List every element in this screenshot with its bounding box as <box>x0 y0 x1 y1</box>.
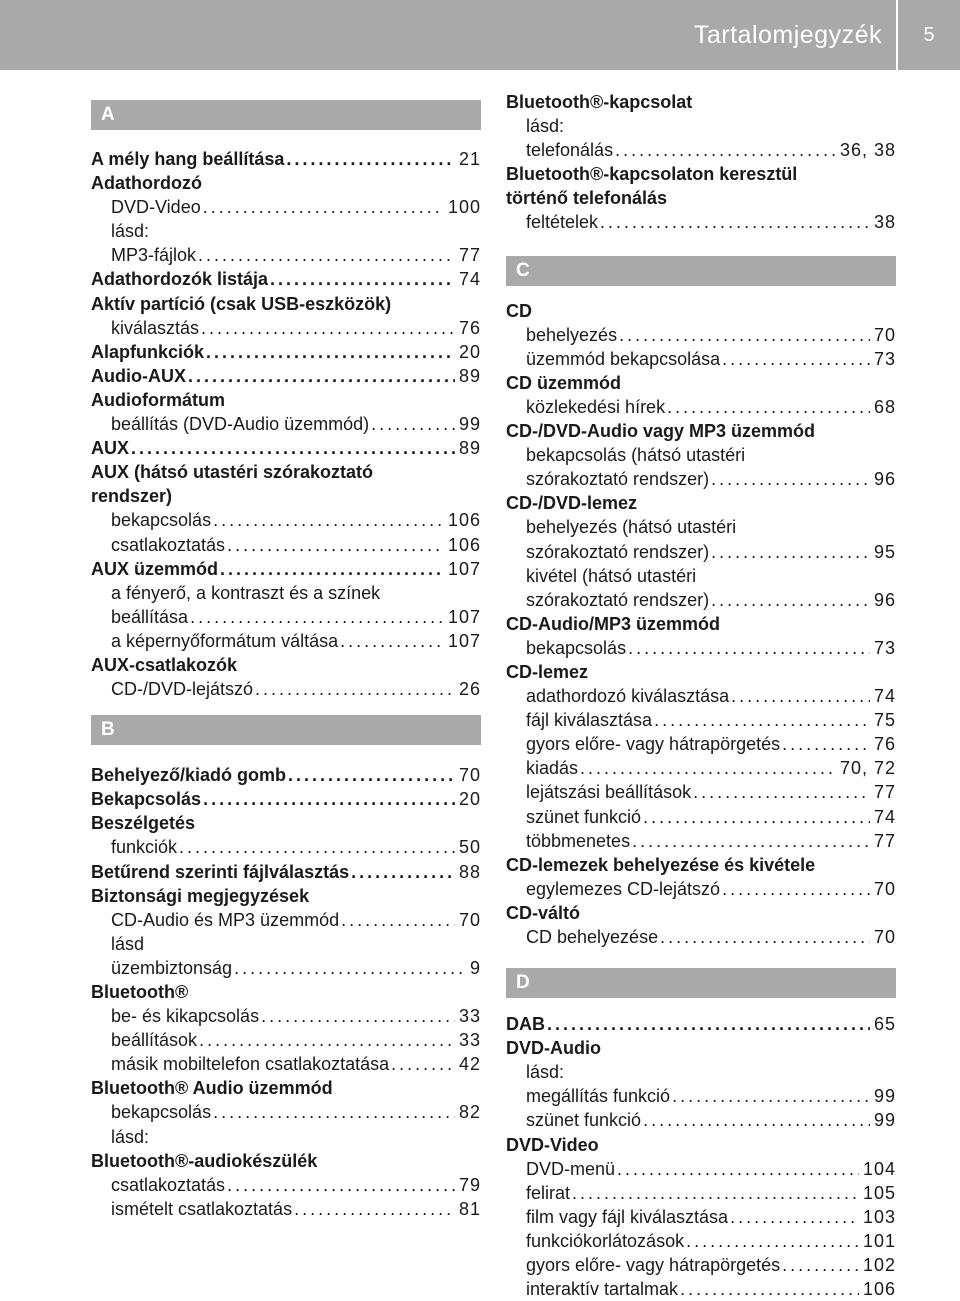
entry-text: AUX-csatlakozók <box>91 654 238 675</box>
index-entry <box>91 436 481 460</box>
entry-text: DVD-Audio <box>506 1038 601 1059</box>
dot-leader <box>196 243 455 267</box>
entry-page-number: 96 <box>873 469 896 490</box>
entry-text: bekapcsolás <box>111 1102 212 1123</box>
dot-leader <box>389 1052 455 1076</box>
dot-leader <box>129 436 455 460</box>
index-entry <box>91 1197 481 1221</box>
index-entry <box>506 853 896 877</box>
header-title: Tartalomjegyzék <box>693 21 882 49</box>
index-entry <box>91 267 481 291</box>
entry-text: lásd: <box>111 221 150 242</box>
dot-leader <box>197 1028 455 1052</box>
dot-leader <box>349 860 455 884</box>
entry-text: CD üzemmód <box>506 372 622 393</box>
entry-text: Bluetooth® <box>91 982 189 1002</box>
index-entry <box>506 467 896 491</box>
dot-leader <box>225 533 444 557</box>
entry-text: gyors előre- vagy hátrapörgetés <box>526 1255 781 1276</box>
entry-text: többmenetes <box>526 830 631 851</box>
index-entry <box>91 292 481 316</box>
dot-leader <box>204 340 455 364</box>
dot-leader <box>615 1157 859 1181</box>
entry-page-number: 77 <box>873 830 896 851</box>
index-entry <box>91 243 481 267</box>
entry-text: ismételt csatlakoztatás <box>111 1198 293 1219</box>
entry-text: fájl kiválasztása <box>526 710 653 731</box>
index-entry <box>506 829 896 853</box>
section-header-c: C <box>506 256 896 286</box>
index-entry <box>506 299 896 323</box>
entry-page-number: 9 <box>469 957 481 978</box>
index-entry <box>91 908 481 932</box>
entry-text: AUX (hátsó utastéri szórakoztató <box>91 462 374 483</box>
index-entry <box>91 677 481 701</box>
entry-page-number: 77 <box>873 782 896 803</box>
index-entry <box>91 316 481 340</box>
index-entry <box>91 860 481 884</box>
entry-page-number: 70 <box>458 909 481 930</box>
entry-text: behelyezés <box>526 324 618 345</box>
index-entry <box>91 412 481 436</box>
entry-page-number: 20 <box>458 341 481 362</box>
index-entry <box>91 460 481 484</box>
entry-text: lásd: <box>526 116 565 137</box>
entry-page-number: 70 <box>873 324 896 345</box>
index-entry <box>506 491 896 515</box>
dot-leader <box>570 1181 859 1205</box>
index-entries-b <box>91 763 481 1221</box>
entry-text: szórakoztató rendszer) <box>526 541 710 562</box>
index-entry <box>91 557 481 581</box>
entry-text: CD-váltó <box>506 902 581 923</box>
entry-text: üzemmód bekapcsolása <box>526 348 721 369</box>
index-entry <box>506 347 896 371</box>
entry-text: lásd: <box>526 1062 565 1083</box>
index-entry <box>506 1253 896 1277</box>
entry-page-number: 77 <box>458 245 481 266</box>
dot-leader <box>253 677 455 701</box>
index-entry <box>506 1036 896 1060</box>
entry-page-number: 107 <box>447 630 481 651</box>
entry-text: Aktív partíció (csak USB-eszközök) <box>91 293 392 314</box>
dot-leader <box>720 347 870 371</box>
entry-text: bekapcsolás (hátsó utastéri <box>526 445 746 466</box>
entry-text: Betűrend szerinti fájlválasztás <box>91 861 350 882</box>
entry-page-number: 50 <box>458 837 481 858</box>
index-entry <box>91 1052 481 1076</box>
dot-leader <box>188 605 444 629</box>
dot-leader <box>641 805 870 829</box>
entry-text: Bluetooth®-audiokészülék <box>91 1150 318 1171</box>
index-entry <box>91 195 481 219</box>
index-entry <box>506 1060 896 1084</box>
entry-text: CD <box>506 300 532 321</box>
entry-text: lejátszási beállítások <box>526 782 692 803</box>
dot-leader <box>709 588 870 612</box>
index-entry <box>506 901 896 925</box>
dot-leader <box>286 763 455 787</box>
dot-leader <box>670 1084 870 1108</box>
index-entry <box>91 533 481 557</box>
entry-page-number: 26 <box>458 679 481 700</box>
index-entry <box>506 1277 896 1301</box>
entry-page-number: 75 <box>873 710 896 731</box>
index-entry <box>91 219 481 243</box>
entry-page-number: 70, 72 <box>839 758 896 779</box>
entry-page-number: 103 <box>862 1206 896 1227</box>
index-entry <box>91 1125 481 1149</box>
index-entry <box>506 780 896 804</box>
entry-page-number: 88 <box>458 861 481 882</box>
entry-text: funkciók <box>111 837 178 858</box>
entry-page-number: 68 <box>873 396 896 417</box>
index-entry <box>506 588 896 612</box>
entry-text: gyors előre- vagy hátrapörgetés <box>526 734 781 755</box>
entry-text: Beszélgetés <box>91 813 196 834</box>
dot-leader <box>658 925 870 949</box>
entry-page-number: 38 <box>873 212 896 233</box>
dot-leader <box>232 956 466 980</box>
entry-text: CD-/DVD-lemez <box>506 493 638 514</box>
dot-leader <box>201 195 444 219</box>
index-entry <box>506 371 896 395</box>
index-entry <box>506 90 896 114</box>
dot-leader <box>652 708 870 732</box>
entry-text: Adathordozók listája <box>91 269 269 290</box>
index-entry <box>506 210 896 234</box>
index-entries-d <box>506 1012 896 1301</box>
dot-leader <box>626 636 870 660</box>
index-entry <box>506 1157 896 1181</box>
entry-text: telefonálás <box>526 140 614 161</box>
index-entry <box>91 763 481 787</box>
dot-leader <box>177 835 455 859</box>
index-entry <box>506 395 896 419</box>
index-entry <box>506 1229 896 1253</box>
index-entry <box>506 805 896 829</box>
entry-text: másik mobiltelefon csatlakoztatása <box>111 1054 390 1075</box>
index-entry <box>91 605 481 629</box>
entry-page-number: 42 <box>458 1054 481 1075</box>
dot-leader <box>545 1012 870 1036</box>
entry-page-number: 33 <box>458 1030 481 1051</box>
index-entry <box>506 564 896 588</box>
index-entry <box>91 629 481 653</box>
index-entry <box>91 932 481 956</box>
index-entries-a <box>91 147 481 701</box>
dot-leader <box>630 829 870 853</box>
index-entry <box>91 484 481 508</box>
entry-text: MP3-fájlok <box>111 245 197 266</box>
entry-text: csatlakoztatás <box>111 534 226 555</box>
dot-leader <box>578 756 836 780</box>
entry-page-number: 96 <box>873 589 896 610</box>
entry-page-number: 99 <box>873 1086 896 1107</box>
index-entry <box>506 515 896 539</box>
dot-leader <box>292 1197 455 1221</box>
index-entry <box>506 443 896 467</box>
entry-page-number: 70 <box>873 927 896 947</box>
entry-text: be- és kikapcsolás <box>111 1006 260 1027</box>
entry-text: közlekedési hírek <box>526 396 666 417</box>
index-entry <box>506 1012 896 1036</box>
index-entry <box>91 1149 481 1173</box>
entry-page-number: 65 <box>873 1014 896 1035</box>
index-entry <box>91 1028 481 1052</box>
dot-leader <box>201 787 455 811</box>
entry-page-number: 76 <box>458 317 481 338</box>
dot-leader <box>641 1108 870 1132</box>
index-entry <box>91 787 481 811</box>
dot-leader <box>598 210 870 234</box>
entry-text: CD-/DVD-Audio vagy MP3 üzemmód <box>506 421 816 442</box>
index-entry <box>506 1181 896 1205</box>
entry-page-number: 76 <box>873 734 896 755</box>
dot-leader <box>728 1205 859 1229</box>
dot-leader <box>617 323 870 347</box>
index-entry <box>506 162 896 186</box>
index-entry <box>506 708 896 732</box>
entry-text: Bluetooth®-kapcsolat <box>506 92 693 112</box>
entry-text: beállítás (DVD-Audio üzemmód) <box>111 414 370 435</box>
entry-page-number: 89 <box>458 365 481 386</box>
entry-text: szünet funkció <box>526 1110 642 1131</box>
entry-page-number: 79 <box>458 1174 481 1195</box>
dot-leader <box>259 1004 455 1028</box>
index-entry <box>506 1205 896 1229</box>
entry-page-number: 105 <box>862 1182 896 1203</box>
dot-leader <box>665 395 870 419</box>
index-entry <box>91 1100 481 1124</box>
entry-text: DAB <box>506 1014 545 1035</box>
entry-page-number: 99 <box>458 414 481 435</box>
index-entry <box>91 364 481 388</box>
entry-text: rendszer) <box>91 486 173 507</box>
index-entry <box>91 340 481 364</box>
entry-page-number: 21 <box>458 149 481 169</box>
entry-text: bekapcsolás <box>526 637 627 658</box>
dot-leader <box>729 684 870 708</box>
dot-leader <box>218 557 444 581</box>
section-header-a: A <box>91 100 481 130</box>
entry-text: Audio-AUX <box>91 365 186 386</box>
entry-page-number: 20 <box>458 789 481 810</box>
index-entry <box>506 114 896 138</box>
index-entry <box>91 171 481 195</box>
index-entries-c <box>506 299 896 950</box>
index-entry <box>91 653 481 677</box>
entry-text: DVD-Video <box>111 197 201 218</box>
index-entry <box>91 581 481 605</box>
section-header-b: B <box>91 715 481 745</box>
entry-page-number: 36, 38 <box>839 140 896 161</box>
index-entry <box>506 732 896 756</box>
index-entry <box>506 419 896 443</box>
entry-text: adathordozó kiválasztása <box>526 686 730 707</box>
entry-page-number: 89 <box>458 438 481 459</box>
index-entry <box>91 1173 481 1197</box>
entry-text: szórakoztató rendszer) <box>526 589 710 610</box>
entry-page-number: 107 <box>447 558 481 579</box>
dot-leader <box>369 412 455 436</box>
index-entry <box>91 147 481 171</box>
dot-leader <box>211 1100 455 1124</box>
index-entry <box>91 1076 481 1100</box>
entry-text: szórakoztató rendszer) <box>526 469 710 490</box>
entry-page-number: 81 <box>458 1198 481 1219</box>
entry-page-number: 73 <box>873 637 896 658</box>
entry-page-number: 106 <box>447 534 481 555</box>
dot-leader <box>684 1229 859 1253</box>
entry-page-number: 70 <box>873 878 896 899</box>
dot-leader <box>709 467 870 491</box>
dot-leader <box>339 908 455 932</box>
entry-text: lásd: <box>111 1126 150 1147</box>
entry-page-number: 104 <box>862 1158 896 1179</box>
entry-text: beállítása <box>111 606 189 627</box>
entry-text: DVD-menü <box>526 1158 616 1179</box>
index-entry <box>506 636 896 660</box>
index-entry <box>506 756 896 780</box>
entry-text: egylemezes CD-lejátszó <box>526 878 721 899</box>
entry-page-number: 82 <box>458 1102 481 1123</box>
entry-page-number: 33 <box>458 1006 481 1027</box>
entry-text: megállítás funkció <box>526 1086 671 1107</box>
entry-text: A mély hang beállítása <box>91 149 285 169</box>
entry-page-number: 74 <box>873 686 896 707</box>
entry-text: Bluetooth®-kapcsolaton keresztül <box>506 164 798 185</box>
entry-text: CD-/DVD-lejátszó <box>111 679 254 700</box>
index-column-left <box>91 90 481 1221</box>
entry-page-number: 99 <box>873 1110 896 1131</box>
entry-text: felirat <box>526 1182 571 1203</box>
entry-page-number: 106 <box>447 510 481 531</box>
entry-text: funkciókorlátozások <box>526 1230 685 1251</box>
dot-leader <box>186 364 455 388</box>
entry-page-number: 107 <box>447 606 481 627</box>
entry-text: CD behelyezése <box>526 927 659 947</box>
index-entry <box>506 925 896 949</box>
entry-text: Bekapcsolás <box>91 789 202 810</box>
dot-leader <box>211 508 444 532</box>
index-entry <box>91 980 481 1004</box>
entry-text: lásd <box>111 933 145 954</box>
index-entry <box>91 811 481 835</box>
index-entry <box>506 186 896 210</box>
index-entry <box>506 660 896 684</box>
entry-text: AUX <box>91 438 130 459</box>
entry-page-number: 101 <box>862 1230 896 1251</box>
entry-text: DVD-Video <box>506 1134 599 1155</box>
entry-text: csatlakoztatás <box>111 1174 226 1195</box>
entry-text: Biztonsági megjegyzések <box>91 885 310 906</box>
entry-page-number: 95 <box>873 541 896 562</box>
index-entry <box>506 1133 896 1157</box>
index-entry <box>506 1084 896 1108</box>
entry-text: AUX üzemmód <box>91 558 219 579</box>
entry-text: CD-Audio/MP3 üzemmód <box>506 613 720 634</box>
entry-text: behelyezés (hátsó utastéri <box>526 517 737 538</box>
index-entry <box>91 508 481 532</box>
index-entry <box>506 684 896 708</box>
entry-text: feltételek <box>526 212 599 233</box>
index-entry <box>506 612 896 636</box>
index-entry <box>506 540 896 564</box>
dot-leader <box>691 780 870 804</box>
entry-text: kiválasztás <box>111 317 200 338</box>
index-entry <box>91 956 481 980</box>
entry-text: szünet funkció <box>526 806 642 827</box>
page-header <box>0 0 960 70</box>
dot-leader <box>720 877 870 901</box>
entry-text: történő telefonálás <box>506 188 668 209</box>
dot-leader <box>225 1173 455 1197</box>
dot-leader <box>284 147 455 171</box>
entry-page-number: 73 <box>873 348 896 369</box>
entry-page-number: 74 <box>458 269 481 290</box>
entry-text: a fényerő, a kontraszt és a színek <box>111 582 381 603</box>
dot-leader <box>780 1253 859 1277</box>
entry-text: Bluetooth® Audio üzemmód <box>91 1078 333 1099</box>
index-entry <box>91 884 481 908</box>
dot-leader <box>199 316 455 340</box>
index-entry <box>91 1004 481 1028</box>
entry-text: CD-Audio és MP3 üzemmód <box>111 909 340 930</box>
dot-leader <box>678 1277 859 1301</box>
entry-text: Audioformátum <box>91 389 225 410</box>
page-number: 5 <box>923 24 935 46</box>
entry-page-number: 70 <box>458 765 481 786</box>
dot-leader <box>268 267 455 291</box>
entry-text: Adathordozó <box>91 173 202 194</box>
dot-leader <box>338 629 444 653</box>
entry-text: bekapcsolás <box>111 510 212 531</box>
index-column-right <box>506 90 896 1301</box>
entry-page-number: 106 <box>862 1279 896 1300</box>
entry-page-number: 74 <box>873 806 896 827</box>
dot-leader <box>613 138 836 162</box>
entry-page-number: 102 <box>862 1255 896 1276</box>
entry-text: interaktív tartalmak <box>526 1279 679 1300</box>
index-entry <box>506 138 896 162</box>
entry-page-number: 100 <box>447 197 481 218</box>
index-entry <box>506 1108 896 1132</box>
entry-text: kiadás <box>526 758 579 779</box>
entry-text: CD-lemez <box>506 661 589 682</box>
entry-text: beállítások <box>111 1030 198 1051</box>
dot-leader <box>709 540 870 564</box>
dot-leader <box>780 732 870 756</box>
section-header-d: D <box>506 968 896 998</box>
entry-text: kivétel (hátsó utastéri <box>526 565 697 586</box>
index-entry <box>506 323 896 347</box>
entry-text: Alapfunkciók <box>91 341 205 362</box>
index-entry <box>91 835 481 859</box>
index-entry <box>506 877 896 901</box>
index-entry <box>91 388 481 412</box>
entry-text: film vagy fájl kiválasztása <box>526 1206 729 1227</box>
index-entries-top <box>506 90 896 235</box>
entry-text: a képernyőformátum váltása <box>111 630 339 651</box>
entry-text: üzembiztonság <box>111 957 233 978</box>
entry-text: Behelyező/kiadó gomb <box>91 765 287 786</box>
entry-text: CD-lemezek behelyezése és kivétele <box>506 854 816 875</box>
